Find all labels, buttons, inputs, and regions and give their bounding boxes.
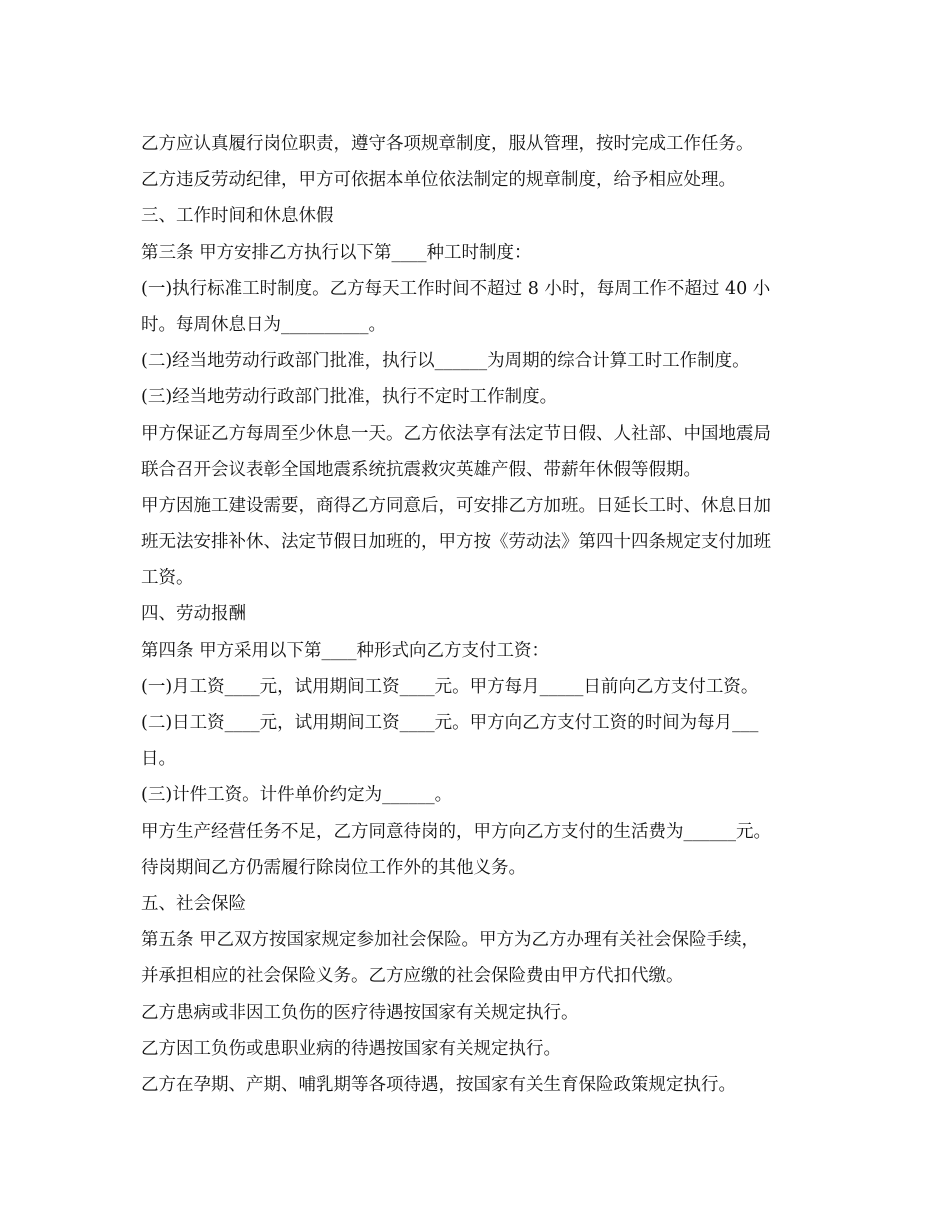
paragraph-line: 联合召开会议表彰全国地震系统抗震救灾英雄产假、带薪年休假等假期。 bbox=[141, 459, 701, 480]
paragraph-line: 并承担相应的社会保险义务。乙方应缴的社会保险费由甲方代扣代缴。 bbox=[141, 966, 684, 987]
document-body bbox=[141, 126, 821, 1103]
paragraph-line: (一)月工资____元，试用期间工资____元。甲方每月_____日前向乙方支付工资。 bbox=[141, 676, 759, 697]
paragraph-line: 甲方保证乙方每周至少休息一天。乙方依法享有法定节日假、人社部、中国地震局 bbox=[141, 423, 771, 444]
paragraph-line: 乙方应认真履行岗位职责，遵守各项规章制度，服从管理，按时完成工作任务。 bbox=[141, 134, 754, 154]
paragraph-line: (二)日工资____元，试用期间工资____元。甲方向乙方支付工资的时间为每月___ bbox=[141, 713, 759, 733]
paragraph-line: (三)经当地劳动行政部门批准，执行不定时工作制度。 bbox=[141, 387, 558, 408]
paragraph-line: 乙方在孕期、产期、哺乳期等各项待遇，按国家有关生育保险政策规定执行。 bbox=[141, 1074, 736, 1095]
paragraph-line: (二)经当地劳动行政部门批准，执行以______为周期的综合计算工时工作制度。 bbox=[141, 351, 750, 372]
paragraph-line: 甲方因施工建设需要，商得乙方同意后，可安排乙方加班。日延长工时、休息日加 bbox=[141, 495, 771, 516]
article-line: 第五条 甲乙双方按国家规定参加社会保险。甲方为乙方办理有关社会保险手续， bbox=[141, 930, 760, 951]
section-heading: 五、社会保险 bbox=[141, 893, 246, 914]
section-heading: 四、劳动报酬 bbox=[141, 604, 246, 625]
paragraph-line: 乙方违反劳动纪律，甲方可依据本单位依法制定的规章制度，给予相应处理。 bbox=[141, 170, 736, 191]
article-line: 第三条 甲方安排乙方执行以下第____种工时制度： bbox=[141, 242, 532, 263]
paragraph-line: 乙方患病或非因工负伤的医疗待遇按国家有关规定执行。 bbox=[141, 1002, 579, 1023]
paragraph-line: 甲方生产经营任务不足，乙方同意待岗的，甲方向乙方支付的生活费为______元。 bbox=[141, 821, 771, 842]
paragraph-line: (三)计件工资。计件单价约定为______。 bbox=[141, 785, 453, 806]
paragraph-line: 工资。 bbox=[141, 568, 194, 589]
paragraph-line: (一)执行标准工时制度。乙方每天工作时间不超过 8 小时，每周工作不超过 40 小 bbox=[141, 278, 771, 299]
paragraph-line: 时。每周休息日为__________。 bbox=[141, 314, 386, 335]
paragraph-line: 班无法安排补休、法定节假日加班的，甲方按《劳动法》第四十四条规定支付加班 bbox=[141, 532, 771, 553]
paragraph-line: 日。 bbox=[141, 749, 176, 770]
paragraph-line: 乙方因工负伤或患职业病的待遇按国家有关规定执行。 bbox=[141, 1038, 561, 1059]
section-heading: 三、工作时间和休息休假 bbox=[141, 206, 334, 227]
article-line: 第四条 甲方采用以下第____种形式向乙方支付工资： bbox=[141, 640, 550, 661]
paragraph-line: 待岗期间乙方仍需履行除岗位工作外的其他义务。 bbox=[141, 857, 526, 878]
